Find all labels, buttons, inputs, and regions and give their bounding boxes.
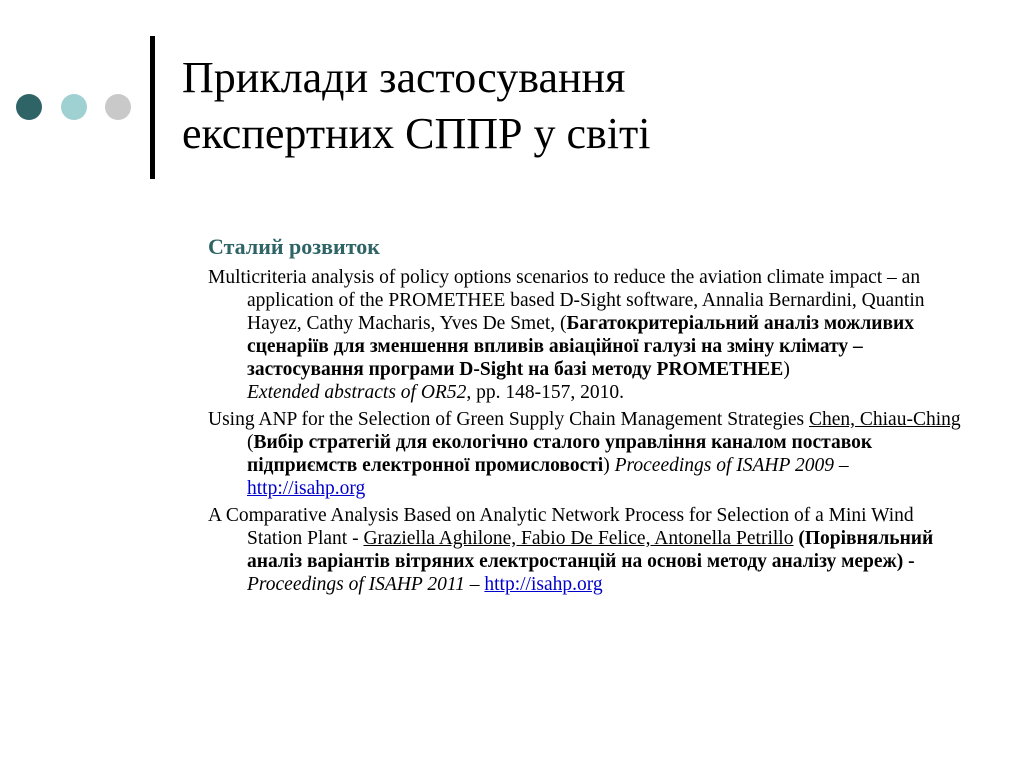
decorative-dots (16, 94, 132, 122)
entry-1-title: Multicriteria analysis of policy options scenarios to reduce the aviation climate impact – an application of the PROMETHEE based D-Sight software, Annalia Bernardini, Quantin Hayez, Cathy Macharis, Yves De Smet, ( (208, 267, 925, 334)
entry-1-venue: Extended abstracts of OR52 (247, 382, 467, 403)
entry-2-open-paren: ( (247, 432, 254, 453)
entry-1-close-paren: ) (783, 359, 790, 380)
entry-3-authors-link[interactable]: Graziella Aghilone, Fabio De Felice, Antonella Petrillo (363, 528, 794, 549)
title-divider (150, 36, 155, 179)
section-heading: Сталий розвиток (208, 234, 380, 259)
entry-1-ua-title: Багатокритеріальний аналіз можливих сценаріїв для зменшення впливів авіаційної галузі на зміну клімату – застосування програми D-Sight на базі методу PROMETHEE (247, 313, 915, 380)
entry-2-dash: – (833, 455, 849, 476)
dot-dark-icon (16, 94, 42, 120)
entry-2-venue: Proceedings of ISAHP 2009 (614, 455, 834, 476)
title-line-1: Приклади застосування (182, 53, 626, 102)
entry-3-ua-title: (Порівняльний аналіз варіантів вітряних електростанцій на основі методу аналізу мереж) - (247, 528, 934, 572)
dot-gray-icon (105, 94, 131, 120)
dot-light-icon (61, 94, 87, 120)
entry-2-title: Using ANP for the Selection of Green Supply Chain Management Strategies (208, 409, 809, 430)
slide-body (208, 232, 968, 600)
entry-3-venue: Proceedings of ISAHP 2011 (247, 574, 465, 595)
slide-title (182, 50, 1002, 162)
reference-entry-2 (208, 408, 968, 500)
title-line-2: експертних СППР у світі (182, 109, 651, 158)
entry-2-close-paren: ) (603, 455, 615, 476)
entry-2-ua-title: Вибір стратегій для екологічно сталого управління каналом поставок підприємств електронної промисловості (247, 432, 873, 476)
entry-2-authors-link[interactable]: Chen, Chiau-Ching (808, 409, 961, 430)
entry-3-title: A Comparative Analysis Based on Analytic Network Process for Selection of a Mini Wind Station Plant - (208, 505, 914, 549)
entry-2-url-link[interactable]: http://isahp.org (247, 478, 366, 499)
entry-3-url-link[interactable]: http://isahp.org (484, 574, 603, 595)
entry-1-pages: , pp. 148-157, 2010. (466, 382, 624, 403)
reference-entry-1 (208, 266, 968, 404)
reference-entry-3 (208, 504, 968, 596)
entry-3-dash: – (464, 574, 485, 595)
